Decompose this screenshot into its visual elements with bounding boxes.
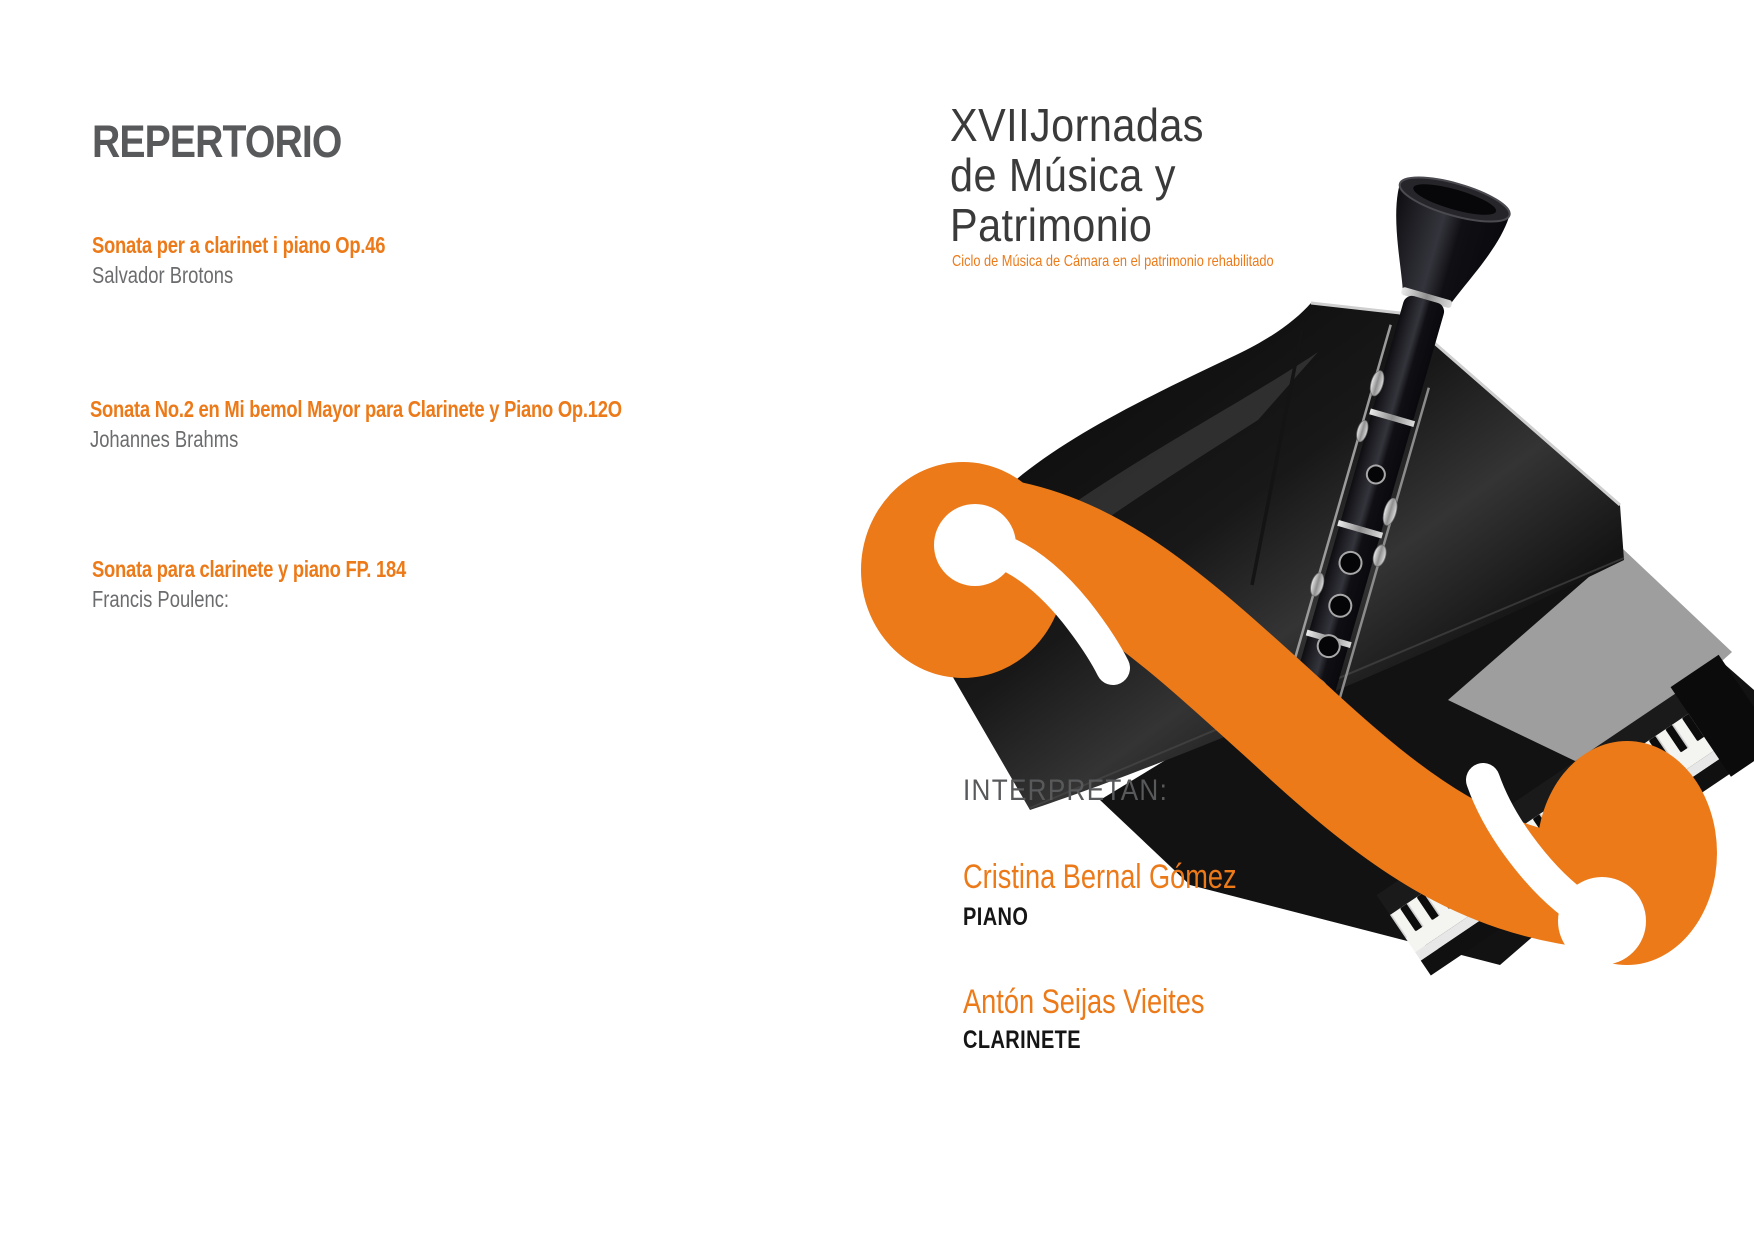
repertoire-item-title: Sonata para clarinete y piano FP. 184 [92, 556, 406, 582]
performer-name: Cristina Bernal Gómez [963, 858, 1237, 896]
event-title-line1: XVIIJornadas [950, 99, 1204, 151]
event-title-line3: Patrimonio [950, 199, 1153, 251]
repertoire-item-composer: Salvador Brotons [92, 262, 234, 288]
event-title-line2: de Música y [950, 149, 1176, 201]
repertoire-item-composer: Francis Poulenc: [92, 586, 230, 612]
repertoire-item-title: Sonata per a clarinet i piano Op.46 [92, 232, 386, 258]
event-subtitle: Ciclo de Música de Cámara en el patrimonio rehabilitado [952, 253, 1274, 270]
repertoire-heading-text: REPERTORIO [92, 116, 342, 167]
repertoire-item-composer: Johannes Brahms [90, 426, 239, 452]
performer-name: Antón Seijas Vieites [963, 983, 1205, 1021]
repertoire-item-title: Sonata No.2 en Mi bemol Mayor para Clarinete y Piano Op.12O [90, 396, 622, 422]
performer-instrument: PIANO [963, 903, 1029, 931]
performer-instrument: CLARINETE [963, 1026, 1082, 1054]
repertoire-heading [92, 116, 379, 168]
performers-heading: INTERPRETAN: [963, 774, 1169, 807]
